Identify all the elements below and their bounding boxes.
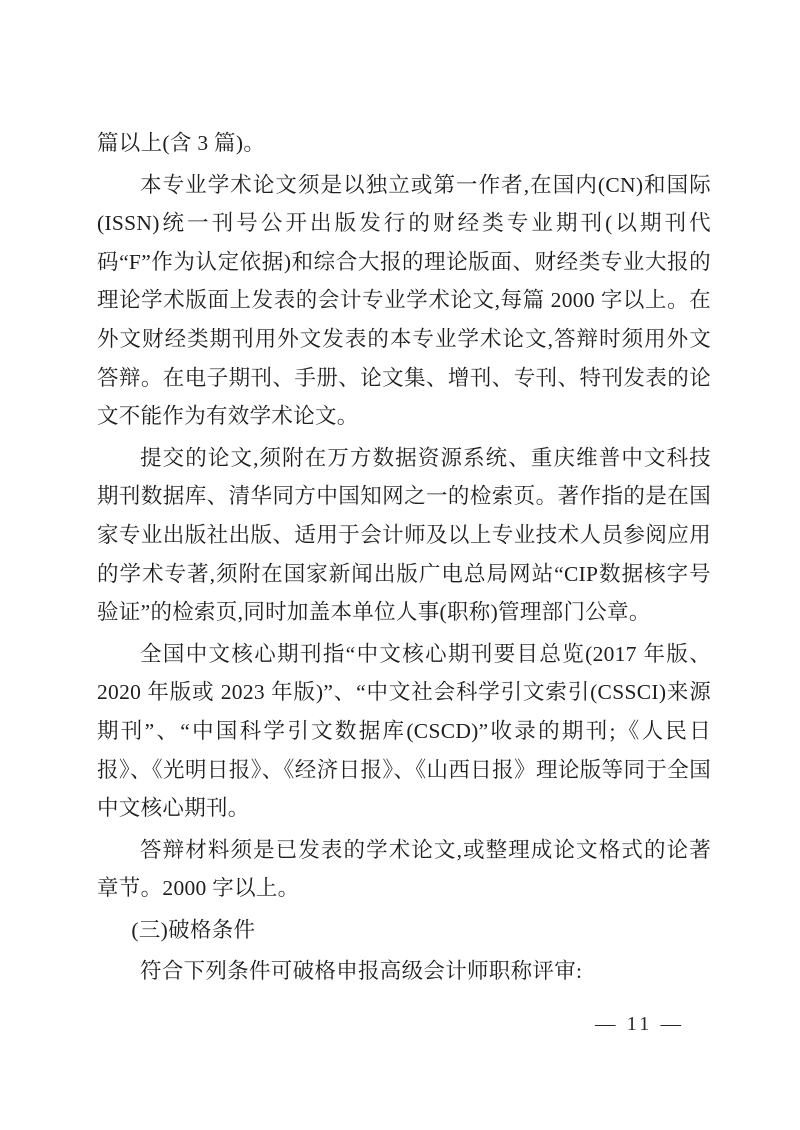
document-text-block <box>97 124 711 994</box>
paragraph-defense-materials: 答辩材料须是已发表的学术论文,或整理成论文格式的论著章节。2000 字以上。 <box>97 837 711 901</box>
paragraph-core-journals-definition: 全国中文核心期刊指“中文核心期刊要目总览(2017 年版、2020 年版或 2023 年版)”、“中文社会科学引文索引(CSSCI)来源期刊”、“中国科学引文数据库(CSCD)”收录的期刊;《人民日报》、《光明日报》、《经济日报》、《山西日报》理论版等同于全国中文核心期刊。 <box>97 641 711 821</box>
page-number: — 11 — <box>595 1013 684 1035</box>
paragraph-exception-intro: 符合下列条件可破格申报高级会计师职称评审: <box>140 959 583 984</box>
section-heading-exception-conditions: (三)破格条件 <box>131 917 256 942</box>
paragraph-continuation: 篇以上(含 3 篇)。 <box>97 131 266 155</box>
paragraph-submission-requirements: 提交的论文,须附在万方数据资源系统、重庆维普中文科技期刊数据库、清华同方中国知网之一的检索页。著作指的是在国家专业出版社出版、适用于会计师及以上专业技术人员参阅应用的学术专著,须附在国家新闻出版广电总局网站“CIP数据核字号验证”的检索页,同时加盖本单位人事(职称)管理部门公章。 <box>97 445 711 625</box>
paragraph-academic-thesis-requirements: 本专业学术论文须是以独立或第一作者,在国内(CN)和国际(ISSN)统一刊号公开出版发行的财经类专业期刊(以期刊代码“F”作为认定依据)和综合大报的理论版面、财经类专业大报的理论学术版面上发表的会计专业学术论文,每篇 2000 字以上。在外文财经类期刊用外文发表的本专业学术论文,答辩时须用外文答辩。在电子期刊、手册、论文集、增刊、专刊、特刊发表的论文不能作为有效学术论文。 <box>97 172 711 429</box>
